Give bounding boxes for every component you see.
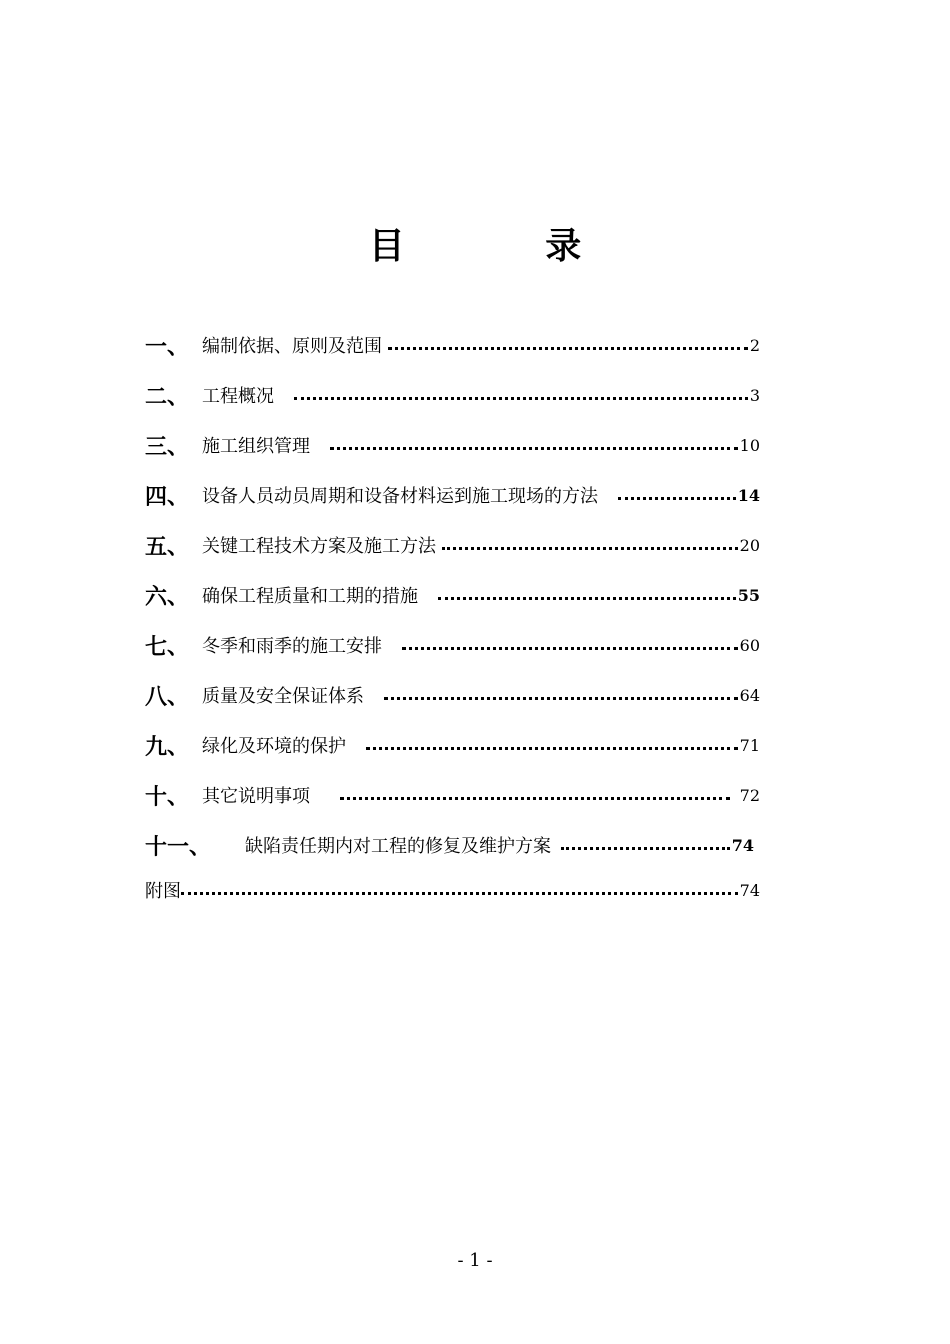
- toc-entry-page: 60: [739, 635, 760, 655]
- page-number: - 1 -: [457, 1250, 493, 1271]
- toc-entry-1[interactable]: [145, 320, 760, 370]
- toc-entry-number: 十一、: [145, 834, 212, 860]
- toc-entry-label: 编制依据、原则及范围: [202, 336, 382, 357]
- toc-leader-dots: [442, 545, 738, 550]
- toc-entry-page: 2: [749, 335, 760, 355]
- toc-leader-dots: [388, 345, 748, 350]
- toc-entry-number: 五、: [145, 534, 190, 560]
- toc-entry-5[interactable]: [145, 520, 760, 570]
- toc-entry-label: 质量及安全保证体系: [202, 686, 364, 707]
- toc-entry-page: 64: [739, 685, 760, 705]
- toc-entry-10[interactable]: [145, 770, 760, 820]
- toc-entry-number: 三、: [145, 434, 190, 460]
- toc-entry-6[interactable]: [145, 570, 760, 620]
- toc-entry-label: 关键工程技术方案及施工方法: [202, 536, 436, 557]
- toc-entry-4[interactable]: [145, 470, 760, 520]
- toc-entry-page: 74: [731, 835, 754, 855]
- toc-entry-label: 设备人员动员周期和设备材料运到施工现场的方法: [202, 486, 598, 507]
- toc-leader-dots: [384, 695, 738, 700]
- toc-entry-page: 3: [749, 385, 760, 405]
- toc-leader-dots: [366, 745, 738, 750]
- toc-entry-3[interactable]: [145, 420, 760, 470]
- toc-leader-dots: [181, 890, 738, 895]
- toc-entry-2[interactable]: [145, 370, 760, 420]
- toc-entry-page: 20: [739, 535, 760, 555]
- toc-entry-7[interactable]: [145, 620, 760, 670]
- toc-entry-9[interactable]: [145, 720, 760, 770]
- toc-entry-label: 工程概况: [202, 386, 274, 407]
- toc-leader-dots: [561, 845, 730, 850]
- toc-entry-number: 九、: [145, 734, 190, 760]
- toc-entry-number: 八、: [145, 684, 190, 710]
- toc-entry-number: 二、: [145, 384, 190, 410]
- toc-entry-11[interactable]: [145, 820, 760, 870]
- toc-leader-dots: [340, 795, 730, 800]
- toc-leader-dots: [438, 595, 736, 600]
- toc-leader-dots: [294, 395, 748, 400]
- toc-entry-label: 确保工程质量和工期的措施: [202, 586, 418, 607]
- toc-entry-page: 71: [739, 735, 760, 755]
- toc-entry-appendix[interactable]: [145, 870, 760, 910]
- page-title: 目 录: [368, 226, 646, 267]
- toc-leader-dots: [618, 495, 736, 500]
- toc-entry-page: 14: [737, 485, 760, 505]
- toc-entry-label: 冬季和雨季的施工安排: [202, 636, 382, 657]
- toc-entry-page: 10: [739, 435, 760, 455]
- toc-entry-label: 绿化及环境的保护: [202, 736, 346, 757]
- toc-leader-dots: [330, 445, 738, 450]
- table-of-contents: [145, 320, 760, 910]
- toc-entry-label: 缺陷责任期内对工程的修复及维护方案: [245, 836, 551, 857]
- toc-entry-number: 一、: [145, 334, 190, 360]
- toc-entry-label: 施工组织管理: [202, 436, 310, 457]
- toc-entry-label: 附图: [145, 881, 181, 902]
- toc-leader-dots: [402, 645, 738, 650]
- toc-entry-number: 十、: [145, 784, 190, 810]
- toc-entry-number: 六、: [145, 584, 190, 610]
- toc-entry-page: 74: [739, 880, 760, 900]
- toc-entry-page: 72: [739, 785, 760, 805]
- toc-entry-8[interactable]: [145, 670, 760, 720]
- toc-entry-number: 七、: [145, 634, 190, 660]
- toc-entry-number: 四、: [145, 484, 190, 510]
- toc-entry-label: 其它说明事项: [202, 786, 310, 807]
- toc-entry-page: 55: [737, 585, 760, 605]
